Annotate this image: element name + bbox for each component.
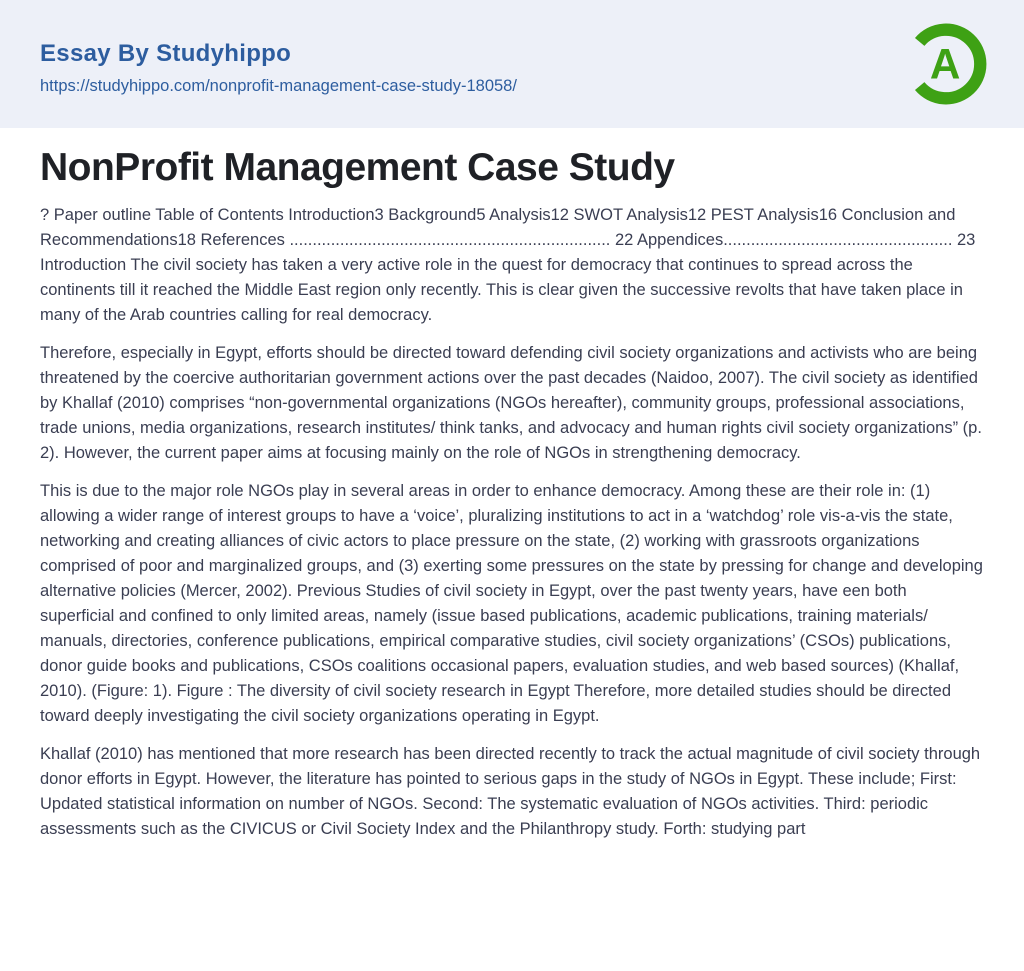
- paragraph-ngo-roles: This is due to the major role NGOs play in several areas in order to enhance democracy. Among these are their role in: (1) allowing a wider range of interest groups to have a ‘voice’, pluralizing institutions to act in a ‘watchdog’ role vis-a-vis the state, networking and creating alliances of civic actors to place pressure on the state, (2) working with grassroots organizations comprised of poor and marginalized groups, and (3) exerting some pressures on the state by pressing for change and developing alternative policies (Mercer, 2002). Previous Studies of civil society in Egypt, over the past twenty years, have een both superficial and confined to only limited areas, namely (issue based publications, academic publications, training materials/ manuals, directories, conference publications, empirical comparative studies, civil society organizations’ (CSOs) publications, donor guide books and publications, CSOs coalitions occasional papers, evaluation studies, and web based sources) (Khallaf, 2010). (Figure: 1). Figure : The diversity of civil society research in Egypt Therefore, more detailed studies should be directed toward deeply investigating the civil society organizations operating in Egypt.: [40, 482, 983, 725]
- paragraph-research-gaps: Khallaf (2010) has mentioned that more research has been directed recently to track the actual magnitude of civil society through donor efforts in Egypt. However, the literature has pointed to serious gaps in the study of NGOs in Egypt. These include; First: Updated statistical information on number of NGOs. Second: The systematic evaluation of NGOs activities. Third: periodic assessments such as the CIVICUS or Civil Society Index and the Philanthropy study. Forth: studying part: [40, 745, 981, 838]
- paragraph-outline-and-intro: ? Paper outline Table of Contents Introduction3 Background5 Analysis12 SWOT Analysis12 PEST Analysis16 Conclusion and Recommendations18 References ...................................................................... 22 Appendices.................................................. 23 Introduction The civil society has taken a very active role in the quest for democracy that continues to spread across the continents till it reached the Middle East region only recently. This is clear given the successive revolts that have taken place in many of the Arab countries calling for real democracy.: [40, 206, 976, 324]
- header-text-block: [40, 32, 517, 96]
- paragraph-egypt-civil-society: Therefore, especially in Egypt, efforts should be directed toward defending civil society organizations and activists who are being threatened by the coercive authoritarian government actions over the past decades (Naidoo, 2007). The civil society as identified by Khallaf (2010) comprises “non-governmental organizations (NGOs hereafter), community groups, professional associations, trade unions, media organizations, research institutes/ think tanks, and advocacy and human rights civil society organizations” (p. 2). However, the current paper aims at focusing mainly on the role of NGOs in strengthening democracy.: [40, 344, 982, 462]
- studyhippo-logo-icon: [902, 20, 990, 108]
- page-header: [0, 0, 1024, 128]
- source-url-link[interactable]: https://studyhippo.com/nonprofit-management-case-study-18058/: [40, 77, 517, 95]
- logo-letter: A: [929, 40, 961, 88]
- byline: Essay By Studyhippo: [40, 40, 292, 67]
- article: [0, 145, 1024, 842]
- page-title: NonProfit Management Case Study: [40, 146, 675, 189]
